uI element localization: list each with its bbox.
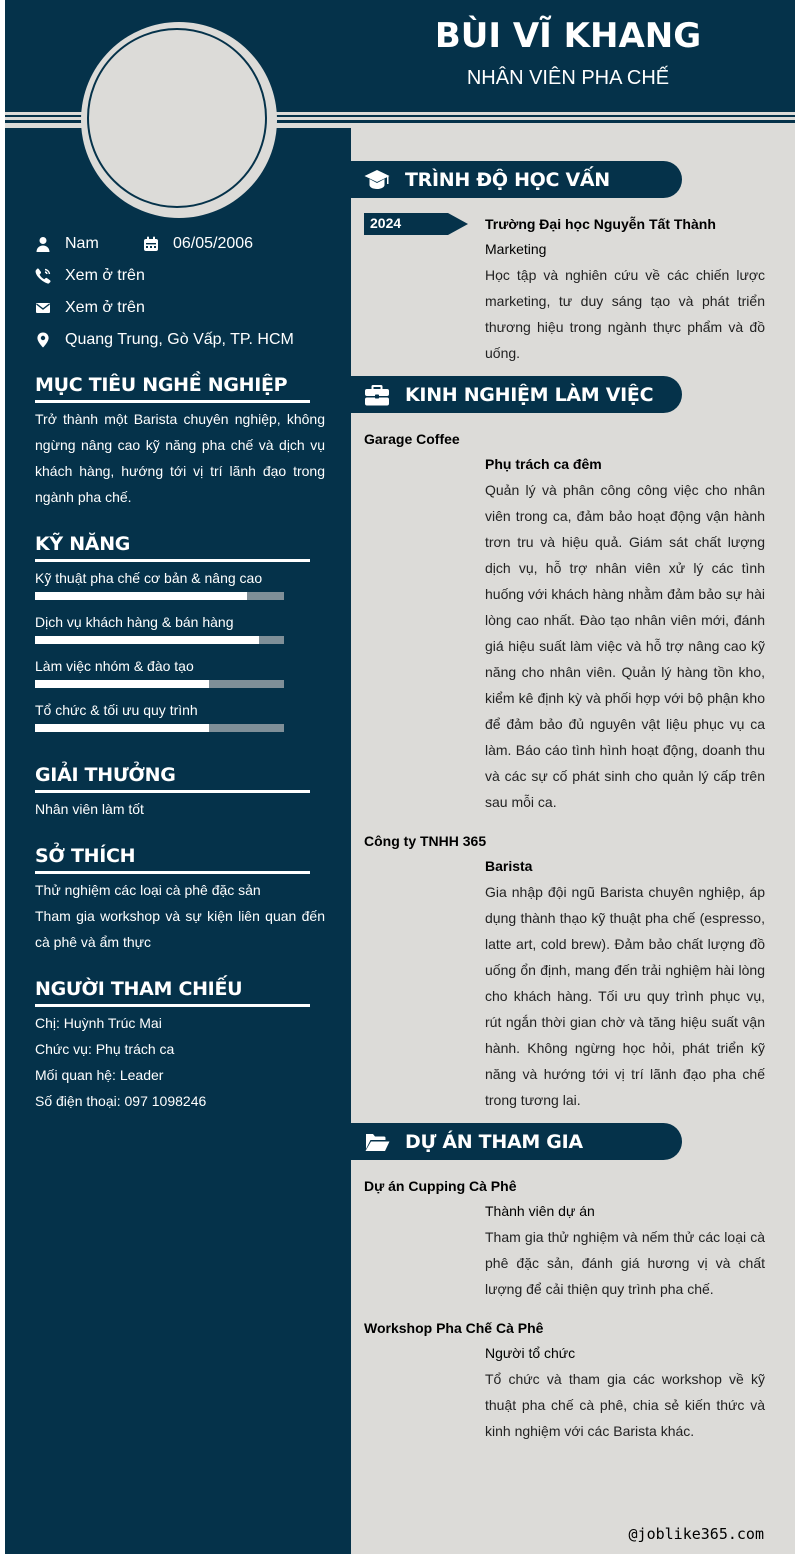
reference-line: Chị: Huỳnh Trúc Mai [35, 1015, 162, 1031]
calendar-icon [143, 236, 159, 252]
experience-desc: Gia nhập đội ngũ Barista chuyên nghiệp, áp dụng thành thạo kỹ thuật pha chế (espresso, latte art, cold brew). Đảm bảo chất lượng đồ uống ổn định, mang đến trải nghiệm hài lòng cho khách hàng. Tối ưu quy trình phục vụ, rút ngắn thời gian chờ và tăng hiệu suất vận hành. Không ngừng học hỏi, phát triển kỹ năng và hướng tới vị trí lãnh đạo pha chế trong tương lai. [485, 884, 765, 1108]
award-item: Nhân viên làm tốt [35, 801, 144, 817]
birthdate-text: 06/05/2006 [173, 235, 254, 252]
email-text: Xem ở trên [65, 299, 145, 316]
reference-line: Số điện thoại: 097 1098246 [35, 1093, 207, 1109]
experience-title: KINH NGHIỆM LÀM VIỆC [405, 383, 654, 406]
contact-address [35, 331, 294, 349]
hobbies-title: SỞ THÍCH [35, 845, 310, 874]
address-text: Quang Trung, Gò Vấp, TP. HCM [65, 331, 294, 348]
reference-line: Mối quan hệ: Leader [35, 1067, 164, 1083]
project-desc: Tham gia thử nghiệm và nếm thử các loại cà phê đặc sản, đánh giá hương vị và chất lượng để cải thiện quy trình pha chế. [485, 1229, 765, 1297]
hobby-item: Thử nghiệm các loại cà phê đặc sản [35, 882, 261, 898]
projects-header [351, 1123, 682, 1160]
education-header [351, 161, 682, 198]
project-desc: Tổ chức và tham gia các workshop về kỹ thuật pha chế cà phê, chia sẻ kiến thức và kinh nghiệm với các Barista khác. [485, 1371, 765, 1439]
project-name: Dự án Cupping Cà Phê [364, 1178, 517, 1194]
objective-text: Trở thành một Barista chuyên nghiệp, không ngừng nâng cao kỹ năng pha chế và dịch vụ khách hàng, hướng tới vị trí lãnh đạo trong ngành pha chế. [35, 411, 325, 505]
candidate-name: BÙI VĨ KHANG [434, 16, 702, 56]
briefcase-icon [364, 382, 390, 408]
education-year-tag [364, 213, 468, 235]
skill-bar-track [35, 680, 284, 688]
experience-position: Barista [485, 858, 533, 874]
education-desc: Học tập và nghiên cứu về các chiến lược marketing, tư duy sáng tạo và phát triển thương hiệu trong ngành thực phẩm và đồ uống. [485, 267, 765, 361]
skill-bar-track [35, 724, 284, 732]
contact-gender [35, 235, 99, 253]
contact-birthdate [143, 235, 253, 253]
project-name: Workshop Pha Chế Cà Phê [364, 1320, 544, 1336]
skill-bar-fill [35, 680, 209, 688]
user-icon [35, 236, 51, 252]
gender-text: Nam [65, 235, 99, 252]
contact-email [35, 299, 145, 317]
skill-label: Làm việc nhóm & đào tạo [35, 658, 194, 674]
contact-phone [35, 267, 145, 285]
hobby-item: Tham gia workshop và sự kiện liên quan đến cà phê và ẩm thực [35, 908, 325, 950]
reference-title: NGƯỜI THAM CHIẾU [35, 978, 310, 1007]
reference-line: Chức vụ: Phụ trách ca [35, 1041, 175, 1057]
projects-title: DỰ ÁN THAM GIA [405, 1130, 583, 1153]
experience-company: Garage Coffee [364, 431, 460, 447]
project-role: Người tổ chức [485, 1345, 576, 1361]
avatar [87, 28, 267, 208]
folder-open-icon [364, 1129, 390, 1155]
project-role: Thành viên dự án [485, 1203, 595, 1219]
awards-title: GIẢI THƯỞNG [35, 764, 310, 793]
education-year: 2024 [370, 215, 402, 231]
education-major: Marketing [485, 241, 547, 257]
experience-position: Phụ trách ca đêm [485, 456, 602, 472]
candidate-role: NHÂN VIÊN PHA CHẾ [466, 67, 670, 89]
experience-company: Công ty TNHH 365 [364, 833, 487, 849]
skill-label: Tổ chức & tối ưu quy trình [35, 702, 198, 718]
skill-bar-fill [35, 636, 259, 644]
mail-icon [35, 300, 51, 316]
phone-text: Xem ở trên [65, 267, 145, 284]
skill-bar-track [35, 592, 284, 600]
skill-label: Kỹ thuật pha chế cơ bản & nâng cao [35, 570, 263, 586]
skill-bar-track [35, 636, 284, 644]
education-title: TRÌNH ĐỘ HỌC VẤN [405, 168, 610, 191]
education-school: Trường Đại học Nguyễn Tất Thành [485, 216, 716, 232]
objective-title: MỤC TIÊU NGHỀ NGHIỆP [35, 374, 310, 403]
skill-bar-fill [35, 724, 209, 732]
watermark-text: @joblike365.com [628, 1525, 764, 1543]
skill-label: Dịch vụ khách hàng & bán hàng [35, 614, 234, 630]
experience-desc: Quản lý và phân công công việc cho nhân viên trong ca, đảm bảo hoạt động vận hành trơn tru và hiệu quả. Giám sát chất lượng dịch vụ, hỗ trợ nhân viên xử lý các tình huống với khách hàng nhằm đảm bảo sự hài lòng cao nhất. Đào tạo nhân viên mới, đánh giá hiệu suất làm việc và hỗ trợ nâng cao kỹ năng cho nhân viên. Quản lý hàng tồn kho, kiểm kê định kỳ và phối hợp với bộ phận kho để đảm bảo đủ nguyên vật liệu phục vụ ca làm. Báo cáo tình hình hoạt động, doanh thu và các sự cố phát sinh cho quản lý cấp trên sau mỗi ca. [485, 482, 765, 810]
phone-icon [35, 268, 51, 284]
graduation-cap-icon [364, 167, 390, 193]
experience-header [351, 376, 682, 413]
skill-bar-fill [35, 592, 247, 600]
location-pin-icon [35, 332, 51, 348]
skills-title: KỸ NĂNG [35, 533, 310, 562]
